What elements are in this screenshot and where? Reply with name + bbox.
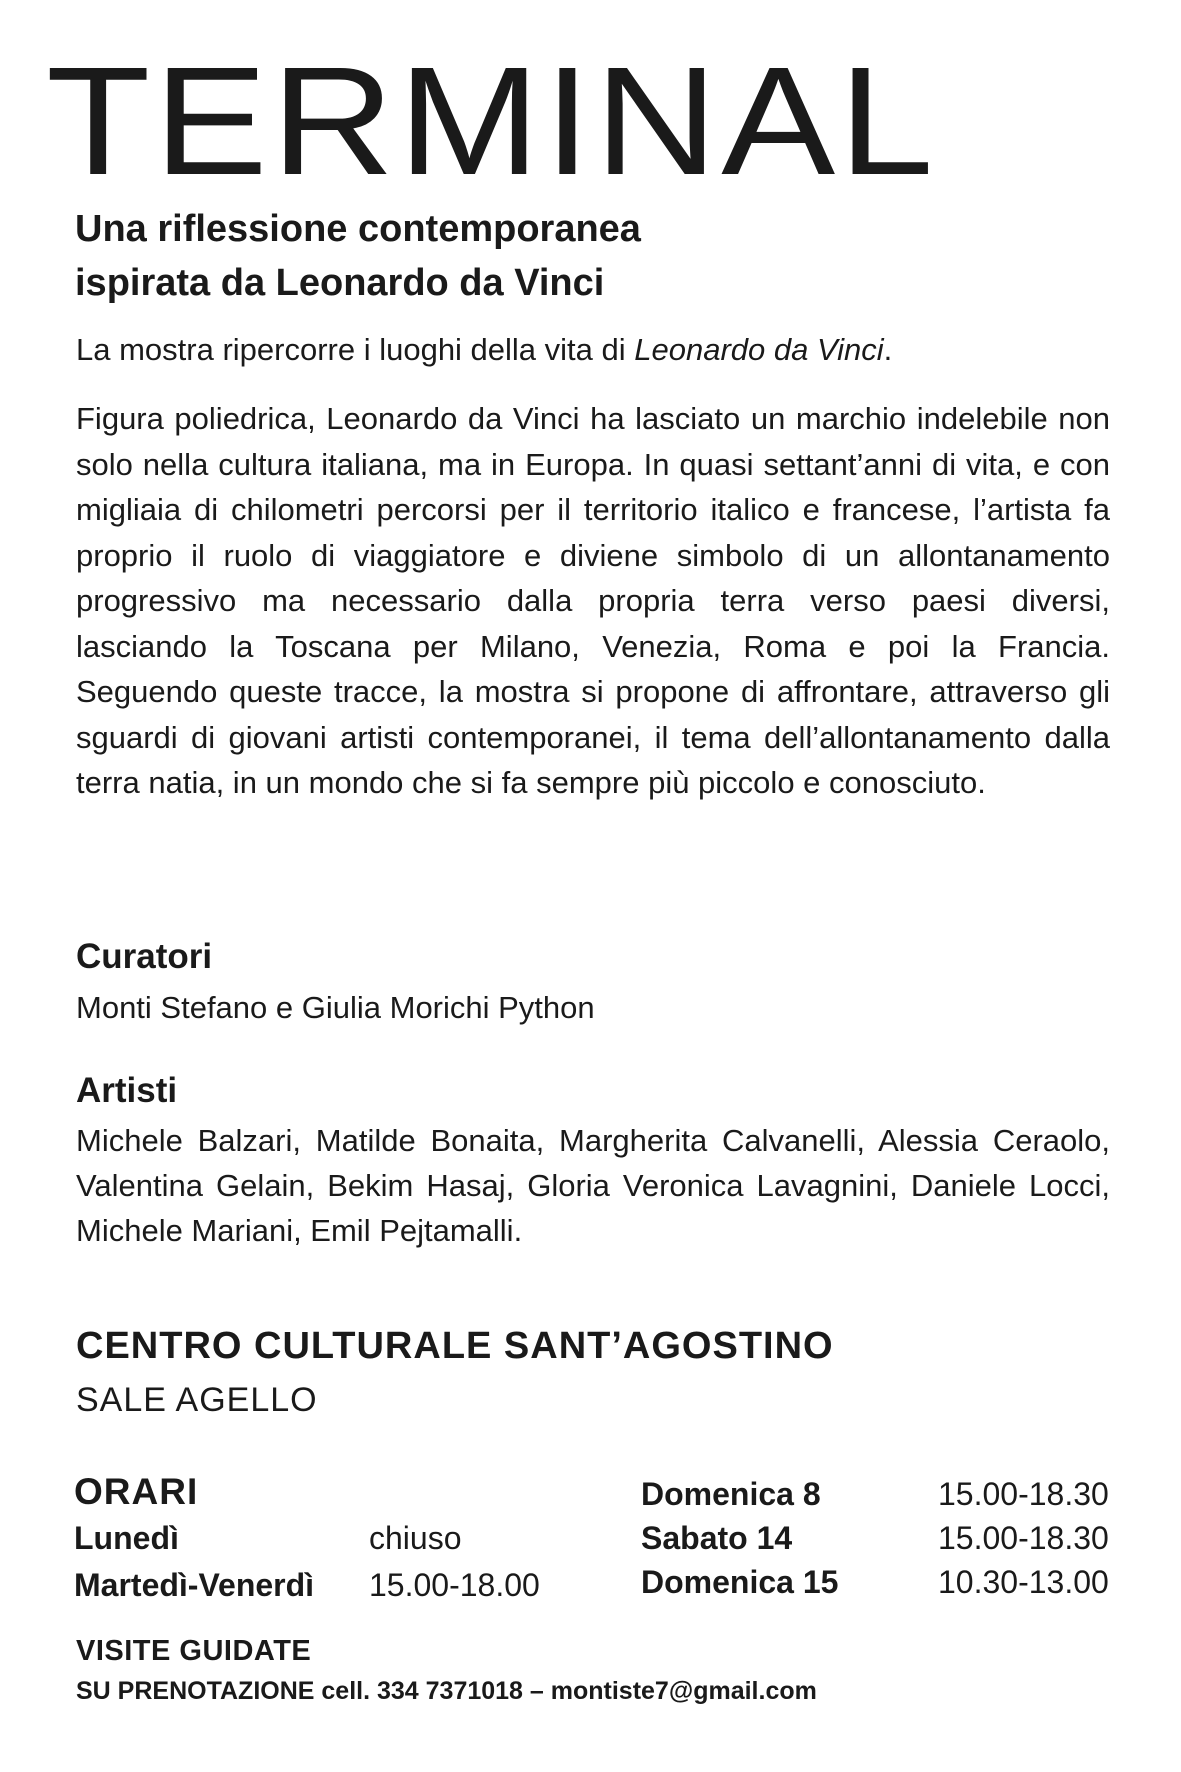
artisti-heading: Artisti <box>76 1071 178 1110</box>
intro-italic-name: Leonardo da Vinci <box>634 332 884 367</box>
subtitle-line-1: Una riflessione contemporanea <box>75 208 641 250</box>
intro-paragraph <box>76 330 1106 370</box>
curatori-heading: Curatori <box>76 937 213 976</box>
subtitle-line-2: ispirata da Leonardo da Vinci <box>75 262 605 304</box>
schedule-day-domenica-8: Domenica 8 <box>641 1476 821 1512</box>
venue-name: CENTRO CULTURALE SANT’AGOSTINO <box>76 1325 834 1367</box>
schedule-day-martedi-venerdi: Martedì-Venerdì <box>74 1567 315 1603</box>
schedule-time-lunedi: chiuso <box>369 1520 462 1556</box>
artisti-text: Michele Balzari, Matilde Bonaita, Margherita Calvanelli, Alessia Ceraolo, Valentina Gelain, Bekim Hasaj, Gloria Veronica Lavagnini, Daniele Locci, Michele Mariani, Emil Pejtamalli. <box>76 1123 1110 1248</box>
schedule-time-sabato-14: 15.00-18.30 <box>938 1520 1109 1556</box>
schedule-time-domenica-15: 10.30-13.00 <box>938 1564 1109 1600</box>
venue-subtitle: SALE AGELLO <box>76 1381 318 1419</box>
orari-heading: ORARI <box>74 1471 199 1512</box>
schedule-day-sabato-14: Sabato 14 <box>641 1520 793 1556</box>
schedule-day-domenica-15: Domenica 15 <box>641 1564 839 1600</box>
visite-guidate-heading: VISITE GUIDATE <box>76 1635 312 1667</box>
intro-end: . <box>883 332 893 367</box>
schedule-time-domenica-8: 15.00-18.30 <box>938 1476 1109 1512</box>
page-title: TERMINAL <box>46 35 937 207</box>
schedule-day-lunedi: Lunedì <box>74 1520 179 1556</box>
subtitle <box>75 202 1105 310</box>
schedule-time-martedi-venerdi: 15.00-18.00 <box>369 1567 540 1603</box>
body-paragraph: Figura poliedrica, Leonardo da Vinci ha lasciato un marchio indelebile non solo nella cultura italiana, ma in Europa. In quasi settant’anni di vita, e con migliaia di chilometri percorsi per il territorio italico e francese, l’artista fa proprio il ruolo di viaggiatore e diviene simbolo di un allontanamento progressivo ma necessario dalla propria terra verso paesi diversi, lasciando la Toscana per Milano, Venezia, Roma e poi la Francia. Seguendo queste tracce, la mostra si propone di affrontare, attraverso gli sguardi di giovani artisti contemporanei, il tema dell’allontanamento dalla terra natia, in un mondo che si fa sempre più piccolo e conosciuto. <box>76 401 1110 800</box>
visite-guidate-info: SU PRENOTAZIONE cell. 334 7371018 – montiste7@gmail.com <box>76 1677 817 1705</box>
intro-text: La mostra ripercorre i luoghi della vita di <box>76 332 635 367</box>
curatori-text: Monti Stefano e Giulia Morichi Python <box>76 990 595 1025</box>
